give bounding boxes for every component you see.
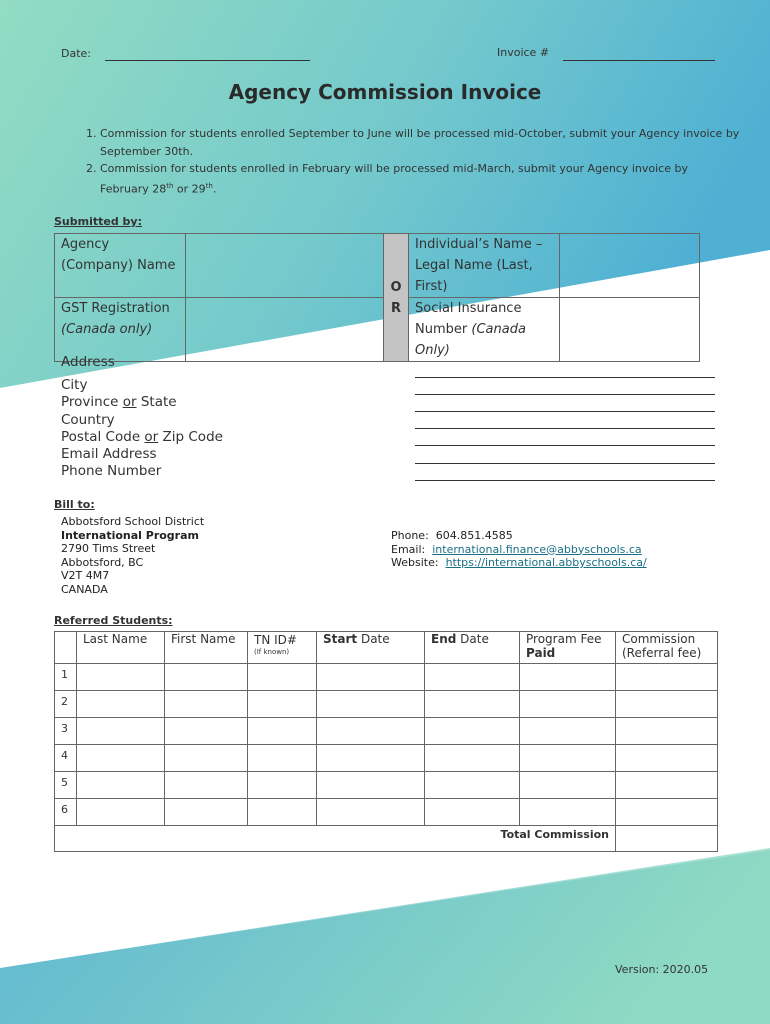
commission-cell[interactable] [616,799,718,826]
commission-cell[interactable] [616,691,718,718]
first-name-cell[interactable] [165,691,248,718]
first-name-cell[interactable] [165,799,248,826]
phone-number-label: Phone Number [61,463,162,479]
program-fee-cell[interactable] [520,664,616,691]
last-name-cell[interactable] [77,691,165,718]
start-date-cell[interactable] [317,745,425,772]
col-number-header [55,632,77,664]
col-commission-header: Commission (Referral fee) [616,632,718,664]
address-line-field[interactable] [415,377,715,378]
col-end-date-header: End Date [425,632,520,664]
referred-students-table [54,631,718,852]
total-commission-cell[interactable] [616,826,718,852]
commission-cell[interactable] [616,664,718,691]
total-commission-label: Total Commission [55,826,616,852]
col-start-date-header: Start Date [317,632,425,664]
postal-line-field[interactable] [415,445,715,446]
address-label: Address [61,354,115,370]
table-row: 4 [55,745,718,772]
total-row [55,826,718,852]
or-divider: O R [384,234,409,362]
province-line-field[interactable] [415,411,715,412]
first-name-cell[interactable] [165,664,248,691]
instruction-item: 2. Commission for students enrolled in February will be processed mid-March, submit your Agency invoice by February 28th or 29th. [100,160,740,198]
start-date-cell[interactable] [317,772,425,799]
program-fee-cell[interactable] [520,772,616,799]
submitted-by-table [54,233,700,362]
invoice-number-label: Invoice # [497,46,550,59]
gst-registration-field[interactable] [186,298,384,362]
end-date-cell[interactable] [425,799,520,826]
date-field[interactable] [105,60,310,61]
commission-cell[interactable] [616,718,718,745]
referred-students-heading: Referred Students: [54,614,173,627]
tn-id-cell[interactable] [248,799,317,826]
col-first-name-header: First Name [165,632,248,664]
tn-id-cell[interactable] [248,718,317,745]
instruction-item: 1. Commission for students enrolled September to June will be processed mid-October, submit your Agency invoice by September 30th. [100,125,740,160]
bill-to-address: Abbotsford School District International Program 2790 Tims Street Abbotsford, BC V2T 4M7 CANADA [61,515,205,596]
country-label: Country [61,412,115,428]
website-link[interactable]: https://international.abbyschools.ca/ [445,556,647,569]
end-date-cell[interactable] [425,772,520,799]
sin-label: Social Insurance Number (Canada Only) [409,298,560,362]
last-name-cell[interactable] [77,745,165,772]
email-address-label: Email Address [61,446,157,462]
program-fee-cell[interactable] [520,745,616,772]
table-header-row [55,632,718,664]
first-name-cell[interactable] [165,745,248,772]
first-name-cell[interactable] [165,718,248,745]
phone-value: 604.851.4585 [435,529,513,542]
first-name-cell[interactable] [165,772,248,799]
agency-name-field[interactable] [186,234,384,298]
start-date-cell[interactable] [317,691,425,718]
start-date-cell[interactable] [317,718,425,745]
sin-field[interactable] [560,298,700,362]
date-label: Date: [61,47,91,60]
invoice-number-field[interactable] [563,60,715,61]
city-line-field[interactable] [415,394,715,395]
col-last-name-header: Last Name [77,632,165,664]
tn-id-cell[interactable] [248,691,317,718]
end-date-cell[interactable] [425,745,520,772]
tn-id-cell[interactable] [248,745,317,772]
city-label: City [61,377,88,393]
program-fee-cell[interactable] [520,718,616,745]
email-link[interactable]: international.finance@abbyschools.ca [432,542,642,556]
page-title: Agency Commission Invoice [228,80,542,104]
last-name-cell[interactable] [77,664,165,691]
table-row: 1 [55,664,718,691]
program-fee-cell[interactable] [520,691,616,718]
individual-name-field[interactable] [560,234,700,298]
start-date-cell[interactable] [317,799,425,826]
end-date-cell[interactable] [425,691,520,718]
start-date-cell[interactable] [317,664,425,691]
last-name-cell[interactable] [77,772,165,799]
instructions-list [75,125,740,198]
province-label: Province or State [61,394,177,410]
tn-id-cell[interactable] [248,772,317,799]
email-line-field[interactable] [415,463,715,464]
end-date-cell[interactable] [425,664,520,691]
commission-cell[interactable] [616,745,718,772]
last-name-cell[interactable] [77,718,165,745]
country-line-field[interactable] [415,428,715,429]
phone-line-field[interactable] [415,480,715,481]
bill-to-heading: Bill to: [54,498,95,511]
tn-id-cell[interactable] [248,664,317,691]
table-row: 6 [55,799,718,826]
table-row: 5 [55,772,718,799]
end-date-cell[interactable] [425,718,520,745]
bill-to-contact: Phone: 604.851.4585 Email: international.finance@abbyschools.ca Website: https://international.abbyschools.ca/ [391,529,647,569]
version-label: Version: 2020.05 [615,963,709,976]
last-name-cell[interactable] [77,799,165,826]
commission-cell[interactable] [616,772,718,799]
program-fee-cell[interactable] [520,799,616,826]
agency-name-label: Agency (Company) Name [55,234,186,298]
col-program-fee-header: Program Fee Paid [520,632,616,664]
col-tn-id-header: TN ID# (If known) [248,632,317,664]
submitted-by-heading: Submitted by: [54,215,142,228]
postal-code-label: Postal Code or Zip Code [61,429,223,445]
table-row: 3 [55,718,718,745]
individual-name-label: Individual’s Name – Legal Name (Last, First) [409,234,560,298]
gst-registration-label: GST Registration (Canada only) [55,298,186,362]
table-row: 2 [55,691,718,718]
